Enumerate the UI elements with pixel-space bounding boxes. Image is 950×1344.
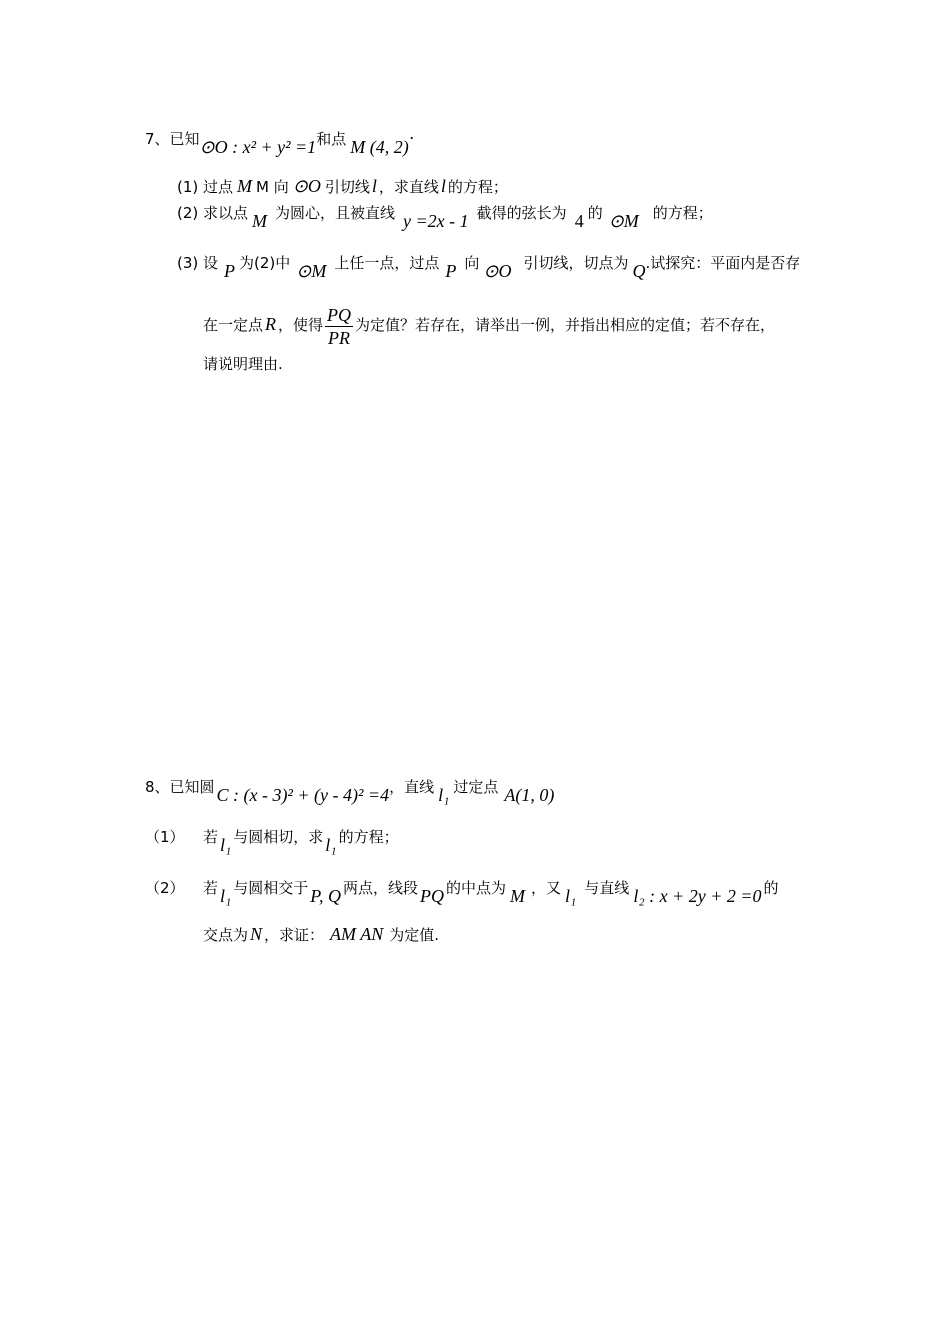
q7-part3-p: P bbox=[224, 261, 236, 281]
q7-point-m: M (4, 2) bbox=[350, 137, 409, 157]
q8-part2-line2-text2: ，求证： bbox=[264, 926, 325, 944]
q7-part3-text4: 引切线，切点为 bbox=[523, 254, 629, 272]
q8-circle-equation: C : (x - 3)² + (y - 4)² =4 bbox=[216, 785, 390, 805]
q8-part2-m: M bbox=[510, 886, 526, 906]
q8-part1-text3: 的方程； bbox=[338, 828, 399, 846]
q7-part2-number: (2) 求以点 bbox=[177, 204, 249, 222]
q7-part1-l2: l bbox=[440, 176, 446, 196]
q8-comma: ， bbox=[389, 778, 405, 796]
q8-part2-text7: 的 bbox=[763, 879, 779, 897]
q8-part2-expression: AM AN bbox=[330, 924, 384, 944]
q7-part3-number: (3) 设 bbox=[177, 254, 219, 272]
q7-part1-number: (1) 过点 bbox=[177, 178, 234, 196]
q7-label: 7、已知 bbox=[145, 130, 200, 148]
q7-part3-line2-text: 在一定点 bbox=[203, 316, 264, 334]
q7-part1-circle-o: ⊙O bbox=[292, 176, 321, 196]
q7-part1-l: l bbox=[371, 176, 377, 196]
q8-part2-l1: l₁ bbox=[220, 886, 232, 906]
q7-part2-text2: 截得的弦长为 bbox=[476, 204, 567, 222]
q8-part2-text3: 两点，线段 bbox=[342, 879, 418, 897]
q7-part3-text5: .试探究：平面内是否存 bbox=[645, 254, 801, 272]
q8-label: 8、已知圆 bbox=[145, 778, 215, 796]
q7-part3-r: R bbox=[265, 314, 277, 334]
q8-part1-text: 若 bbox=[203, 828, 219, 846]
q8-part2-line2-text3: 为定值. bbox=[389, 926, 439, 944]
q7-part1-m: M bbox=[237, 176, 253, 196]
q8-part2-l1b: l₁ bbox=[565, 886, 577, 906]
q8-part2-number: （2） bbox=[145, 879, 185, 897]
q7-part2 bbox=[177, 202, 713, 231]
q7-part1-text4: 的方程； bbox=[447, 178, 508, 196]
q7-part3-line3 bbox=[203, 354, 283, 374]
q8-part2-line2 bbox=[203, 924, 439, 945]
q7-part2-text4: 的方程； bbox=[652, 204, 713, 222]
q8-text2: 过定点 bbox=[453, 778, 499, 796]
q8-part2-line2-text: 交点为 bbox=[203, 926, 249, 944]
q8-part1-text2: 与圆相切，求 bbox=[233, 828, 324, 846]
q7-end-dot: · bbox=[408, 128, 415, 148]
q8-part2-text4: 的中点为 bbox=[446, 879, 507, 897]
q7-part3-p2: P bbox=[445, 261, 457, 281]
q8-part2-l2-equation: l₂ : x + 2y + 2 =0 bbox=[633, 886, 762, 906]
q8-part2-line1 bbox=[145, 877, 779, 906]
q8-point-a: A(1, 0) bbox=[504, 785, 555, 805]
q7-part2-m: M bbox=[252, 211, 268, 231]
q7-part3-line3-text: 请说明理由. bbox=[203, 355, 283, 373]
q8-line-1 bbox=[145, 776, 555, 805]
q7-line-1 bbox=[145, 128, 415, 157]
q7-and-point: 和点 bbox=[316, 130, 347, 148]
q8-part2-text: 若 bbox=[203, 879, 219, 897]
q8-text1: 直线 bbox=[404, 778, 435, 796]
q7-part3-line1 bbox=[177, 252, 801, 281]
q7-part2-length: 4 bbox=[574, 211, 584, 231]
q7-part2-text: 为圆心，且被直线 bbox=[275, 204, 396, 222]
q7-circle-equation: ⊙O : x² + y² =1 bbox=[199, 137, 317, 157]
q8-part2-text2: 与圆相交于 bbox=[233, 879, 309, 897]
q7-part3-text: 为(2)中 bbox=[239, 254, 291, 272]
q8-part1 bbox=[145, 826, 399, 855]
q8-part1-l1: l₁ bbox=[220, 835, 232, 855]
q7-part3-line2 bbox=[203, 302, 775, 349]
q7-fraction-pq-pr bbox=[325, 304, 353, 349]
q7-part2-text3: 的 bbox=[587, 204, 603, 222]
q7-part3-circle-m: ⊙M bbox=[296, 261, 327, 281]
q7-part1 bbox=[177, 176, 508, 197]
q7-part3-q: Q bbox=[632, 261, 646, 281]
q8-part2-text6: 与直线 bbox=[584, 879, 630, 897]
q8-l1: l₁ bbox=[438, 785, 450, 805]
q7-part3-line2-text3: 为定值？若存在，请举出一例，并指出相应的定值；若不存在， bbox=[355, 316, 776, 334]
q8-part2-pq2: PQ bbox=[420, 886, 444, 906]
q7-part1-text: M 向 bbox=[256, 178, 289, 196]
q8-part2-pq: P, Q bbox=[310, 886, 341, 906]
q7-part3-text2: 上任一点，过点 bbox=[334, 254, 440, 272]
q7-part1-text3: ，求直线 bbox=[378, 178, 439, 196]
q7-fraction-numerator: PQ bbox=[327, 304, 352, 325]
q7-part3-text3: 向 bbox=[464, 254, 480, 272]
q8-part2-n: N bbox=[250, 924, 263, 944]
q8-part2-text5: ，又 bbox=[531, 879, 562, 897]
q7-part2-line-equation: y =2x - 1 bbox=[403, 211, 469, 231]
q7-fraction-denominator: PR bbox=[328, 327, 351, 348]
q7-part3-circle-o: ⊙O bbox=[483, 261, 512, 281]
q7-part3-line2-text2: ，使得 bbox=[278, 316, 324, 334]
q8-part1-number: （1） bbox=[145, 828, 185, 846]
q8-part1-l1b: l₁ bbox=[325, 835, 337, 855]
q7-part2-circle-m: ⊙M bbox=[608, 211, 639, 231]
q7-part1-text2: 引切线 bbox=[324, 178, 370, 196]
